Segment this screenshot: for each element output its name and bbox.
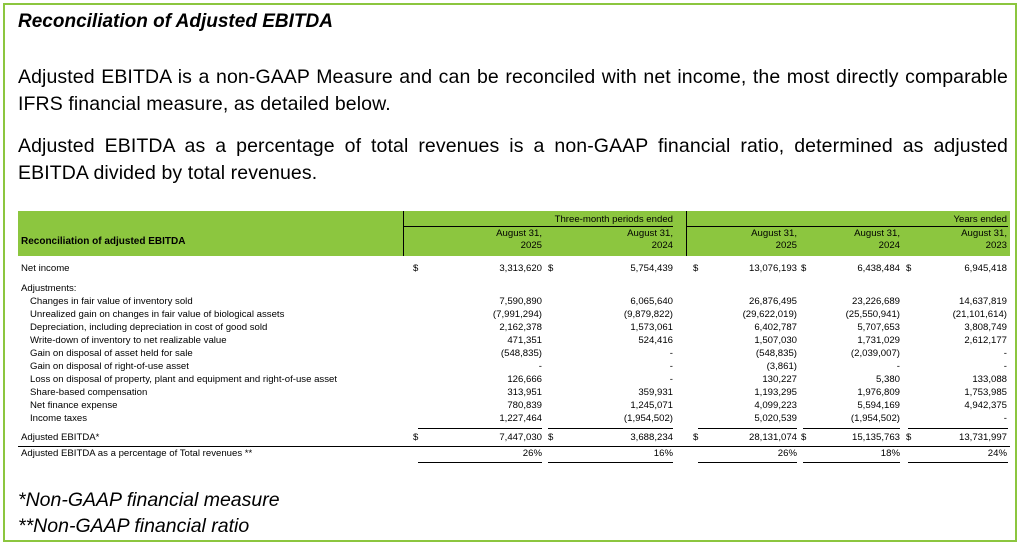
- cell: (7,991,294): [492, 309, 542, 320]
- currency-symbol: $: [693, 432, 699, 443]
- cell: 313,951: [507, 387, 542, 398]
- cell: 3,313,620: [499, 263, 542, 274]
- row-rule: [18, 446, 1010, 447]
- row-label: Adjustments:: [21, 283, 77, 294]
- currency-symbol: $: [413, 263, 419, 274]
- group-years: Years ended: [953, 214, 1007, 225]
- cell: 133,088: [972, 374, 1007, 385]
- cell: 3,808,749: [964, 322, 1007, 333]
- cell: 5,380: [875, 374, 900, 385]
- footnote-ratio: **Non-GAAP financial ratio: [18, 515, 250, 537]
- table-row: [18, 296, 1010, 308]
- row-label: Adjusted EBITDA as a percentage of Total revenues **: [21, 448, 253, 459]
- cell: 1,753,985: [964, 387, 1007, 398]
- cell: (2,039,007): [850, 348, 900, 359]
- group-rule: [687, 226, 1008, 227]
- cell: (3,861): [766, 361, 797, 372]
- row-label: Unrealized gain on changes in fair value of biological assets: [30, 309, 285, 320]
- bottom-rule: [803, 462, 900, 463]
- cell: 16%: [653, 448, 673, 459]
- table-row: [18, 361, 1010, 373]
- cell: 4,099,223: [754, 400, 797, 411]
- cell: 14,637,819: [958, 296, 1007, 307]
- cell: 6,402,787: [754, 322, 797, 333]
- cell: 7,447,030: [499, 432, 542, 443]
- cell: 18%: [880, 448, 900, 459]
- cell: 7,590,890: [499, 296, 542, 307]
- row-label: Share-based compensation: [30, 387, 148, 398]
- cell: 2,162,378: [499, 322, 542, 333]
- cell: 23,226,689: [851, 296, 900, 307]
- cell: 6,438,484: [857, 263, 900, 274]
- row-label: Gain on disposal of right-of-use asset: [30, 361, 189, 372]
- cell: 780,839: [507, 400, 542, 411]
- cell: (548,835): [755, 348, 797, 359]
- cell: 2,612,177: [964, 335, 1007, 346]
- row-label: Write-down of inventory to net realizable value: [30, 335, 227, 346]
- column-header: August 31, 2025: [496, 228, 542, 251]
- cell: -: [1003, 361, 1007, 372]
- total-rule: [908, 428, 1008, 429]
- currency-symbol: $: [548, 432, 554, 443]
- row-label: Changes in fair value of inventory sold: [30, 296, 193, 307]
- cell: 1,731,029: [857, 335, 900, 346]
- group-three-month: Three-month periods ended: [554, 214, 673, 225]
- paragraph-non-gaap-ratio: Adjusted EBITDA as a percentage of total revenues is a non-GAAP financial ratio, determined as adjusted EBITDA divided by total revenues.: [18, 135, 1008, 184]
- cell: (9,879,822): [623, 309, 673, 320]
- cell: 1,227,464: [499, 413, 542, 424]
- cell: (29,622,019): [742, 309, 797, 320]
- cell: 130,227: [762, 374, 797, 385]
- row-label: Net income: [21, 263, 70, 274]
- total-rule: [548, 428, 673, 429]
- table-row: [18, 400, 1010, 412]
- cell: 24%: [987, 448, 1007, 459]
- row-label: Income taxes: [30, 413, 88, 424]
- column-header: August 31, 2025: [751, 228, 797, 251]
- cell: 1,573,061: [630, 322, 673, 333]
- table-row: [18, 335, 1010, 347]
- row-net-income: [18, 263, 1010, 275]
- group-rule: [404, 226, 673, 227]
- cell: -: [896, 361, 900, 372]
- table-title: Reconciliation of adjusted EBITDA: [21, 236, 186, 247]
- table-row: [18, 322, 1010, 334]
- cell: 359,931: [638, 387, 673, 398]
- table-row: [18, 309, 1010, 321]
- column-header: August 31, 2024: [627, 228, 673, 251]
- footnote-measure: *Non-GAAP financial measure: [18, 489, 280, 511]
- section-title: Reconciliation of Adjusted EBITDA: [18, 11, 333, 32]
- row-label: Gain on disposal of asset held for sale: [30, 348, 193, 359]
- total-rule: [698, 428, 797, 429]
- row-adjusted-ebitda: [18, 432, 1010, 444]
- cell: 5,020,539: [754, 413, 797, 424]
- cell: 6,945,418: [964, 263, 1007, 274]
- table-header: [18, 211, 1010, 256]
- column-header: August 31, 2023: [961, 228, 1007, 251]
- row-label: Net finance expense: [30, 400, 118, 411]
- column-header: August 31, 2024: [854, 228, 900, 251]
- cell: 1,507,030: [754, 335, 797, 346]
- bottom-rule: [548, 462, 673, 463]
- row-label: Depreciation, including depreciation in cost of good sold: [30, 322, 268, 333]
- cell: 5,594,169: [857, 400, 900, 411]
- cell: 26%: [522, 448, 542, 459]
- cell: 28,131,074: [748, 432, 797, 443]
- cell: (25,550,941): [845, 309, 900, 320]
- cell: 1,245,071: [630, 400, 673, 411]
- bottom-rule: [418, 462, 542, 463]
- currency-symbol: $: [693, 263, 699, 274]
- cell: 3,688,234: [630, 432, 673, 443]
- currency-symbol: $: [801, 263, 807, 274]
- cell: 26%: [777, 448, 797, 459]
- cell: (1,954,502): [623, 413, 673, 424]
- cell: (548,835): [500, 348, 542, 359]
- currency-symbol: $: [906, 263, 912, 274]
- row-adjustments-heading: [18, 283, 1010, 295]
- cell: 5,707,653: [857, 322, 900, 333]
- total-rule: [803, 428, 900, 429]
- cell: -: [669, 361, 673, 372]
- cell: -: [1003, 348, 1007, 359]
- cell: 5,754,439: [630, 263, 673, 274]
- cell: -: [1003, 413, 1007, 424]
- cell: 471,351: [507, 335, 542, 346]
- total-rule: [418, 428, 542, 429]
- cell: (1,954,502): [850, 413, 900, 424]
- cell: 1,976,809: [857, 387, 900, 398]
- cell: 524,416: [638, 335, 673, 346]
- cell: 13,076,193: [748, 263, 797, 274]
- bottom-rule: [908, 462, 1008, 463]
- bottom-rule: [698, 462, 797, 463]
- cell: 1,193,295: [754, 387, 797, 398]
- row-label: Loss on disposal of property, plant and equipment and right-of-use asset: [30, 374, 338, 385]
- currency-symbol: $: [906, 432, 912, 443]
- cell: 13,731,997: [958, 432, 1007, 443]
- cell: 26,876,495: [748, 296, 797, 307]
- cell: -: [669, 348, 673, 359]
- cell: 15,135,763: [851, 432, 900, 443]
- currency-symbol: $: [413, 432, 419, 443]
- cell: -: [669, 374, 673, 385]
- row-adjusted-ebitda-pct: [18, 448, 1010, 460]
- currency-symbol: $: [548, 263, 554, 274]
- cell: 126,666: [507, 374, 542, 385]
- cell: 6,065,640: [630, 296, 673, 307]
- cell: -: [538, 361, 542, 372]
- paragraph-non-gaap-measure: Adjusted EBITDA is a non-GAAP Measure and can be reconciled with net income, the most directly comparable IFRS financial measure, as detailed below.: [18, 66, 1008, 115]
- table-row: [18, 374, 1010, 386]
- cell: (21,101,614): [952, 309, 1007, 320]
- table-row: [18, 387, 1010, 399]
- row-label: Adjusted EBITDA*: [21, 432, 100, 443]
- currency-symbol: $: [801, 432, 807, 443]
- table-row: [18, 413, 1010, 425]
- cell: 4,942,375: [964, 400, 1007, 411]
- table-row: [18, 348, 1010, 360]
